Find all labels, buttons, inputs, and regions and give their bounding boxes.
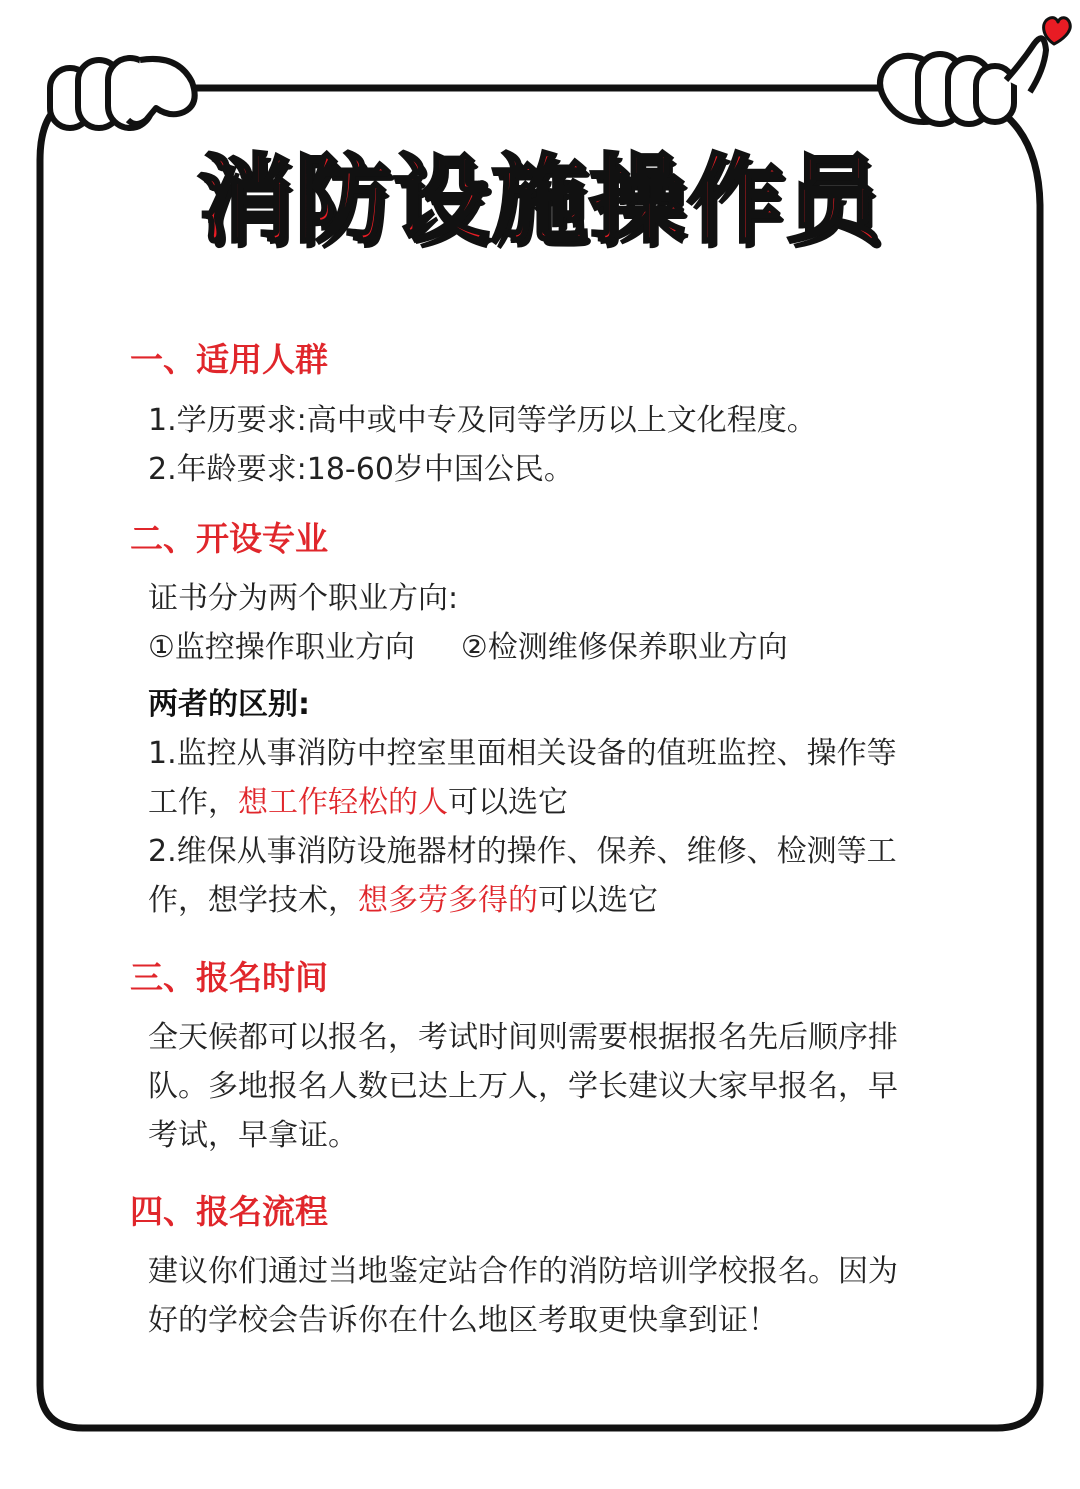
difference-item-1-line-2 [148,778,948,827]
education-requirement: 1.学历要求:高中或中专及同等学历以上文化程度。 [148,403,817,438]
section-heading-registration-process: 四、报名流程 [130,1192,328,1231]
highlight-text: 想工作轻松的人 [238,785,448,820]
direction-list [148,623,948,672]
right-hand-icon [880,38,1046,124]
left-hand-icon [50,58,195,128]
direction-monitoring: ①监控操作职业方向 [148,630,415,665]
difference-item-2-line-2 [148,876,948,925]
section-heading-applicable: 一、适用人群 [130,340,328,379]
registration-time-line-3: 考试，早拿证。 [148,1118,358,1153]
page-title: 消防设施操作员 [197,144,883,256]
difference-item-2-line-1: 2.维保从事消防设施器材的操作、保养、维修、检测等工 [148,834,897,869]
certificate-intro: 证书分为两个职业方向: [148,581,459,616]
text-segment: 可以选它 [538,883,658,918]
difference-label: 两者的区别: [148,687,310,722]
registration-process-line-1: 建议你们通过当地鉴定站合作的消防培训学校报名。因为 [148,1254,898,1289]
registration-process-line-2: 好的学校会告诉你在什么地区考取更快拿到证！ [148,1303,778,1338]
difference-item-1-line-1: 1.监控从事消防中控室里面相关设备的值班监控、操作等 [148,736,897,771]
text-segment: 作，想学技术， [148,883,358,918]
heart-icon [1044,18,1071,44]
text-segment: 工作， [148,785,238,820]
age-requirement: 2.年龄要求:18-60岁中国公民。 [148,452,574,487]
direction-maintenance: ②检测维修保养职业方向 [460,630,788,665]
registration-time-line-1: 全天候都可以报名，考试时间则需要根据报名先后顺序排 [148,1020,898,1055]
text-segment: 可以选它 [448,785,568,820]
registration-time-line-2: 队。多地报名人数已达上万人，学长建议大家早报名，早 [148,1069,898,1104]
highlight-text: 想多劳多得的 [358,883,538,918]
section-heading-majors: 二、开设专业 [130,519,328,558]
section-heading-registration-time: 三、报名时间 [130,958,328,997]
